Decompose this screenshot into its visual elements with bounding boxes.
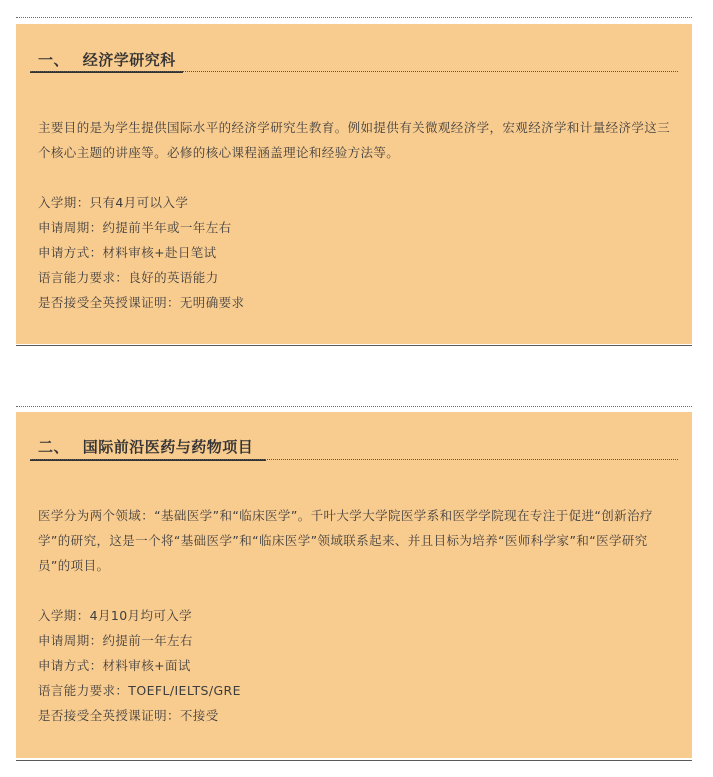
fact-application-cycle: 申请周期：约提前一年左右 xyxy=(38,633,193,648)
section-title-economics xyxy=(38,49,176,70)
section-number: 一、 xyxy=(38,51,70,69)
section-title-medicine xyxy=(38,436,253,457)
section-bottom-rule xyxy=(16,760,692,761)
top-divider xyxy=(16,17,692,18)
fact-application-method: 申请方式：材料审核+赴日笔试 xyxy=(38,245,217,260)
fact-english-proof: 是否接受全英授课证明：不接受 xyxy=(38,708,219,723)
fact-list xyxy=(38,190,678,315)
section-card-economics xyxy=(16,24,692,344)
section-number: 二、 xyxy=(38,438,70,456)
section-title-text: 经济学研究科 xyxy=(82,51,176,69)
section-description: 主要目的是为学生提供国际水平的经济学研究生教育。例如提供有关微观经济学，宏观经济学和计量经济学这三个核心主题的讲座等。必修的核心课程涵盖理论和经验方法等。 xyxy=(38,120,671,160)
fact-application-method: 申请方式：材料审核+面试 xyxy=(38,658,191,673)
fact-list xyxy=(38,603,678,728)
fact-language-requirement: 语言能力要求：TOEFL/IELTS/GRE xyxy=(38,683,241,698)
fact-language-requirement: 语言能力要求：良好的英语能力 xyxy=(38,270,219,285)
fact-intake: 入学期：4月10月均可入学 xyxy=(38,608,193,623)
title-dotted-line xyxy=(30,71,678,72)
fact-application-cycle: 申请周期：约提前半年或一年左右 xyxy=(38,220,232,235)
section-title-text: 国际前沿医药与药物项目 xyxy=(82,438,254,456)
fact-intake: 入学期：只有4月可以入学 xyxy=(38,195,189,210)
section-top-divider xyxy=(16,406,692,407)
title-dotted-line xyxy=(30,459,678,460)
section-description: 医学分为两个领域：“基础医学”和“临床医学”。千叶大学大学院医学系和医学学院现在专注于促进“创新治疗学”的研究，这是一个将“基础医学”和“临床医学”领域联系起来、并且目标为培养“医师科学家”和“医学研究员”的项目。 xyxy=(38,508,653,573)
fact-english-proof: 是否接受全英授课证明：无明确要求 xyxy=(38,295,245,310)
section-card-medicine xyxy=(16,412,692,758)
section-bottom-rule xyxy=(16,345,692,346)
